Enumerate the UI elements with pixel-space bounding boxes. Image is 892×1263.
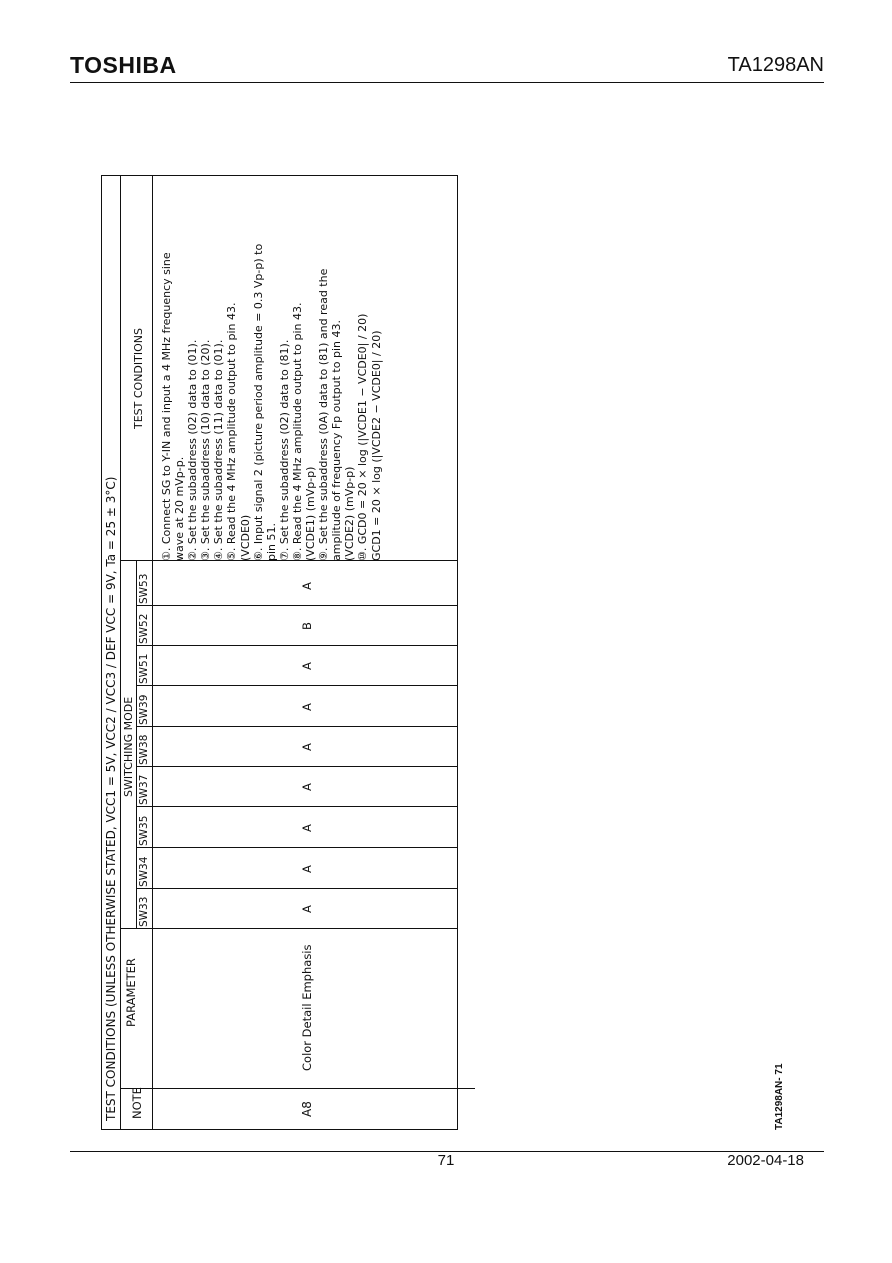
switch-label-33: SW33 <box>138 896 150 927</box>
switch-value-51: A <box>300 662 314 670</box>
sw-divider-2 <box>136 847 457 848</box>
sw-divider-3 <box>136 806 457 807</box>
sw-divider-4 <box>136 766 457 767</box>
col-note: NOTE <box>130 1087 144 1119</box>
note-header-top <box>120 929 121 1129</box>
page-header <box>70 52 824 83</box>
condition-step: wave at 20 mVp-p. <box>173 456 187 561</box>
note-divider <box>120 1088 475 1089</box>
switch-value-53: A <box>300 582 314 590</box>
condition-step: ⑧. Read the 4 MHz amplitude output to pin 43. <box>290 302 304 561</box>
switch-value-33: A <box>300 905 314 913</box>
condition-step: amplitude of frequency Fp output to pin 43. <box>330 320 344 561</box>
table-frame <box>101 175 458 1130</box>
part-number: TA1298AN <box>727 54 824 76</box>
condition-step: ⑥. Input signal 2 (picture period amplitude = 0.3 Vp-p) to <box>251 243 265 561</box>
parameter-value: Color Detail Emphasis <box>300 944 314 1071</box>
condition-list <box>160 181 383 561</box>
switch-value-37: A <box>300 783 314 791</box>
switch-label-35: SW35 <box>138 815 150 846</box>
header-rule <box>152 176 153 1129</box>
condition-step: ④. Set the subaddress (11) data to (01). <box>212 339 226 561</box>
switch-value-35: A <box>300 824 314 832</box>
col-parameter: PARAMETER <box>124 958 138 1027</box>
condition-step: (VCDE0) <box>238 514 252 561</box>
col-test-conditions: TEST CONDITIONS <box>132 328 145 429</box>
sw-divider-6 <box>136 685 457 686</box>
condition-step: (VCDE1) (mVp-p) <box>304 466 318 561</box>
test-conditions-table <box>101 175 458 1130</box>
sw-divider-8 <box>136 605 457 606</box>
condition-step: ⑦. Set the subaddress (02) data to (81). <box>277 339 291 561</box>
condition-step: (VCDE2) (mVp-p) <box>343 466 357 561</box>
condition-step: ⑨. Set the subaddress (0A) data to (81) and read the <box>317 268 331 561</box>
page-number: 71 <box>437 1152 455 1169</box>
switch-label-34: SW34 <box>138 856 150 887</box>
condition-step: ⑩. GCD0 = 20 × log (|VCDE1 − VCDE0| / 20) <box>356 313 370 561</box>
switch-label-37: SW37 <box>138 774 150 805</box>
table-title: TEST CONDITIONS (UNLESS OTHERWISE STATED, VCC1 = 5V, VCC2 / VCC3 / DEF VCC = 9V, Ta = 25 ± 3°C) <box>104 476 118 1121</box>
brand-logo: TOSHIBA <box>70 52 177 78</box>
switch-value-52: B <box>300 622 314 630</box>
switch-label-51: SW51 <box>138 653 150 684</box>
switch-value-38: A <box>300 743 314 751</box>
sw-divider-7 <box>136 645 457 646</box>
condition-step: ②. Set the subaddress (02) data to (01). <box>186 339 200 561</box>
switch-label-53: SW53 <box>138 573 150 604</box>
switch-label-39: SW39 <box>138 694 150 725</box>
switch-value-39: A <box>300 703 314 711</box>
side-page-mark: TA1298AN- 71 <box>774 1063 785 1130</box>
switch-header-rule <box>136 561 137 929</box>
switch-label-38: SW38 <box>138 734 150 765</box>
parameter-divider <box>120 928 457 929</box>
condition-step: ①. Connect SG to Y-IN and input a 4 MHz frequency sine <box>160 252 173 561</box>
switch-value-34: A <box>300 865 314 873</box>
col-switching-mode: SWITCHING MODE <box>122 696 135 797</box>
sw-divider-1 <box>136 888 457 889</box>
footer-date: 2002-04-18 <box>727 1152 804 1169</box>
switch-label-52: SW52 <box>138 613 150 644</box>
condition-step: pin 51. <box>264 522 278 561</box>
condition-step: ③. Set the subaddress (10) data to (20). <box>199 339 213 561</box>
sw-divider-5 <box>136 726 457 727</box>
condition-step: GCD1 = 20 × log (|VCDE2 − VCDE0| / 20) <box>369 330 383 561</box>
condition-step: ⑤. Read the 4 MHz amplitude output to pin 43. <box>225 302 239 561</box>
note-value: A8 <box>300 1101 314 1117</box>
